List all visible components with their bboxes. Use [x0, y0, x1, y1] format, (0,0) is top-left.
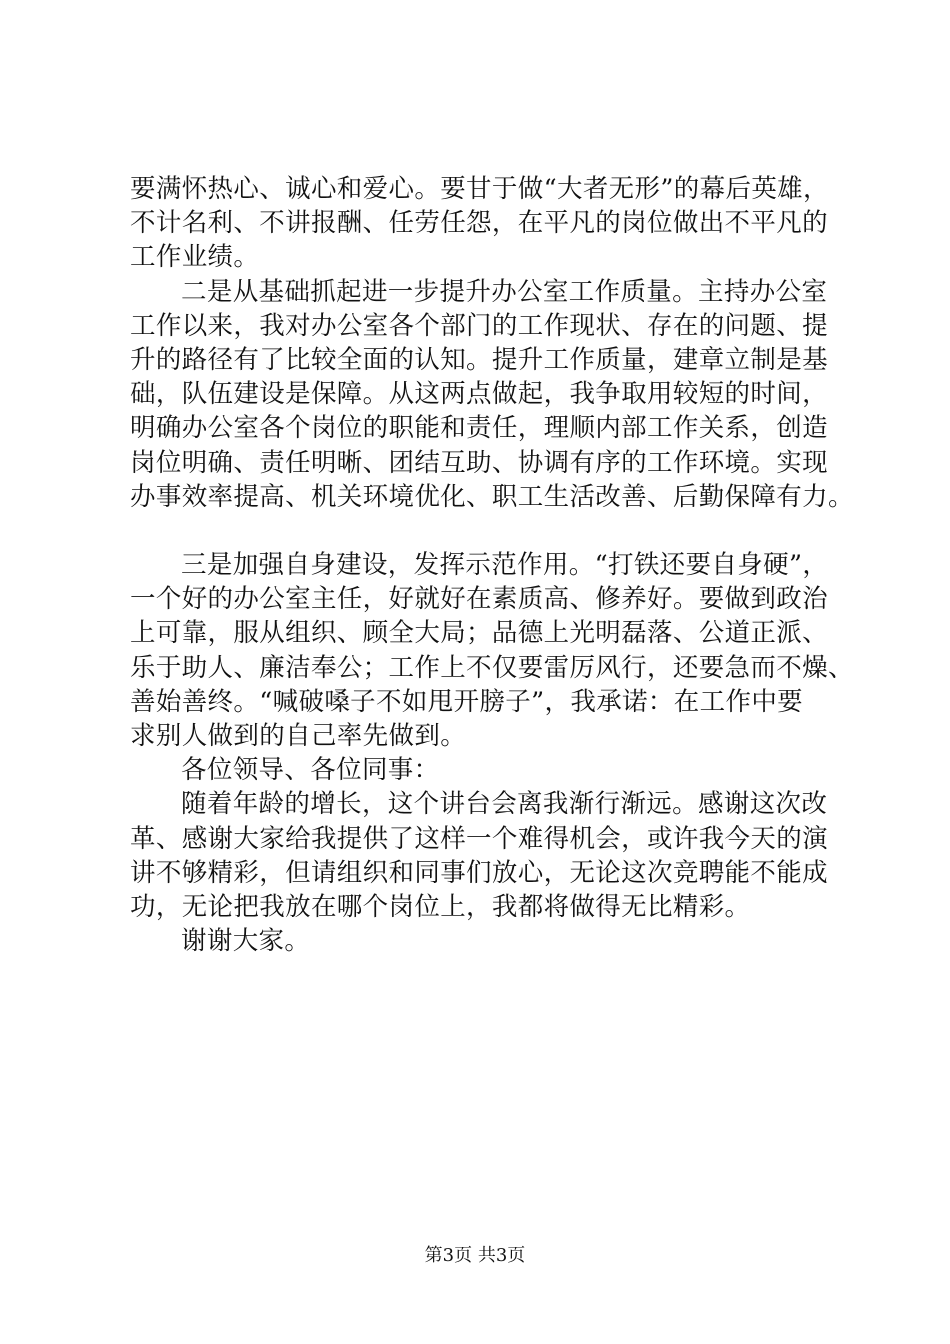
text-line: 明确办公室各个岗位的职能和责任，理顺内部工作关系，创造 — [130, 413, 828, 444]
text-line: 岗位明确、责任明晰、团结互助、协调有序的工作环境。实现 — [130, 447, 828, 478]
text-line: 求别人做到的自己率先做到。 — [130, 721, 467, 751]
text-line: 升的路径有了比较全面的认知。提升工作质量，建章立制是基 — [130, 344, 828, 375]
text-line: 上可靠，服从组织、顾全大局；品德上光明磊落、公道正派、 — [130, 618, 828, 649]
text-line: 一个好的办公室主任，好就好在素质高、修养好。要做到政治 — [130, 584, 828, 615]
text-line: 工作业绩。 — [130, 242, 260, 273]
closing-line: 谢谢大家。 — [181, 926, 311, 957]
paragraph-gap — [130, 514, 850, 548]
text-line: 础，队伍建设是保障。从这两点做起，我争取用较短的时间， — [130, 379, 828, 410]
paragraph-start-line: 二是从基础抓起进一步提升办公室工作质量。主持办公室 — [181, 276, 828, 307]
text-line: 要满怀热心、诚心和爱心。要甘于做“大者无形”的幕后英雄， — [130, 174, 829, 204]
text-line: 办事效率提高、机关环境优化、职工生活改善、后勤保障有力。 — [130, 481, 854, 512]
paragraph-start-line: 三是加强自身建设，发挥示范作用。“打铁还要自身硬”， — [181, 550, 829, 581]
text-line: 工作以来，我对办公室各个部门的工作现状、存在的问题、提 — [130, 310, 828, 341]
paragraph-start-line: 随着年龄的增长，这个讲台会离我渐行渐远。感谢这次改 — [181, 789, 828, 820]
document-body — [130, 172, 854, 958]
text-line: 革、感谢大家给我提供了这样一个难得机会，或许我今天的演 — [130, 823, 828, 854]
page-footer: 第3页 共3页 — [424, 1245, 526, 1266]
text-line: 乐于助人、廉洁奉公；工作上不仅要雷厉风行，还要急而不燥、 — [130, 652, 854, 683]
text-line: 善始善终。“喊破嗓子不如甩开膀子”，我承诺：在工作中要 — [130, 686, 804, 717]
text-line: 不计名利、不讲报酬、任劳任怨，在平凡的岗位做出不平凡的 — [130, 208, 828, 239]
text-line: 功，无论把我放在哪个岗位上，我都将做得无比精彩。 — [130, 891, 751, 922]
salutation-line: 各位领导、各位同事： — [181, 755, 440, 786]
text-line: 讲不够精彩，但请组织和同事们放心，无论这次竞聘能不能成 — [130, 857, 828, 888]
